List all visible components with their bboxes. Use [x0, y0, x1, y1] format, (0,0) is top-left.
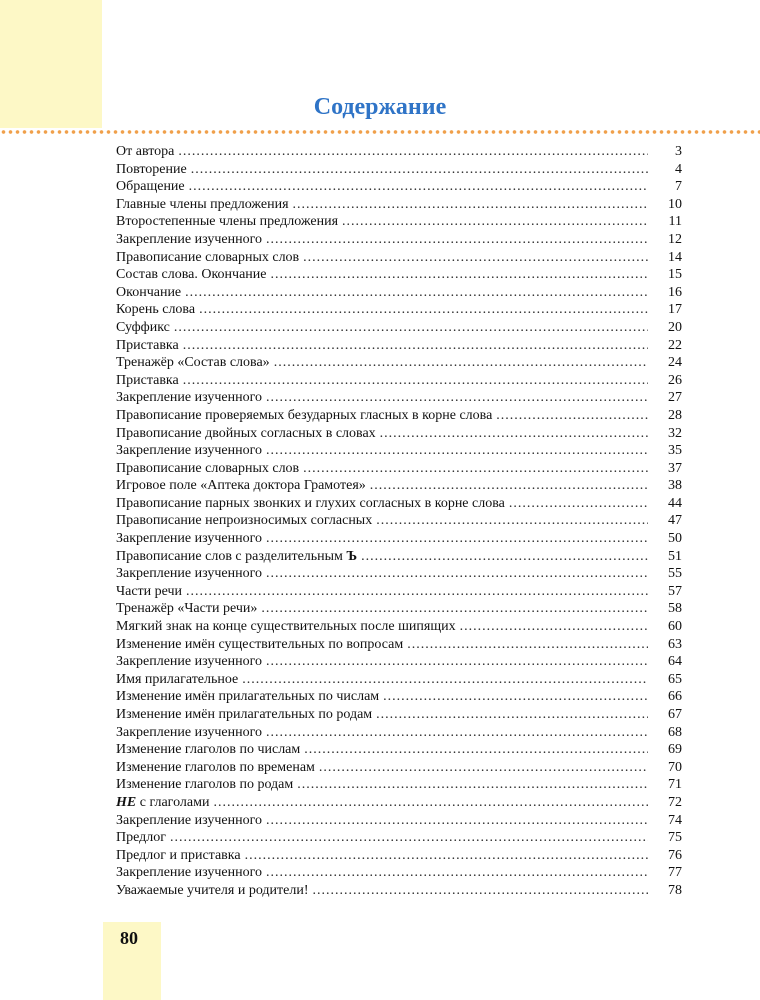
toc-entry-page: 65 [668, 671, 682, 687]
toc-entry-page: 51 [668, 548, 682, 564]
toc-entry-title: Имя прилагательное [116, 671, 239, 687]
toc-entry-page: 75 [668, 830, 682, 846]
dot-leader [342, 213, 648, 231]
toc-entry[interactable] [116, 266, 682, 284]
toc-entry-page: 50 [668, 531, 682, 547]
dot-leader [376, 706, 648, 724]
dot-leader [496, 407, 648, 425]
dot-leader [266, 724, 648, 742]
toc-entry-title: Закрепление изученного [116, 812, 262, 828]
toc-entry[interactable] [116, 812, 682, 830]
toc-entry-title: Правописание словарных слов [116, 249, 300, 265]
toc-entry-page: 77 [668, 865, 682, 881]
toc-entry[interactable] [116, 161, 682, 179]
toc-entry[interactable] [116, 724, 682, 742]
toc-entry[interactable] [116, 495, 682, 513]
toc-entry-title: Уважаемые учителя и родители! [116, 882, 309, 898]
toc-entry-title: От автора [116, 144, 175, 159]
dot-leader [174, 319, 648, 337]
toc-entry[interactable] [116, 829, 682, 847]
toc-entry[interactable] [116, 301, 682, 319]
toc-entry-page: 69 [668, 742, 682, 758]
dot-leader [213, 794, 648, 812]
toc-entry-page: 57 [668, 583, 682, 599]
toc-entry-page: 44 [668, 495, 682, 511]
toc-entry-page: 55 [668, 566, 682, 582]
toc-entry-title: Правописание словарных слов [116, 460, 300, 476]
dot-leader [303, 460, 648, 478]
toc-entry-title: Второстепенные члены предложения [116, 214, 339, 230]
dot-leader [183, 372, 648, 390]
toc-entry[interactable] [116, 337, 682, 355]
toc-entry-title: Закрепление изученного [116, 566, 262, 582]
toc-entry-page: 10 [668, 196, 682, 212]
toc-entry-page: 20 [668, 319, 682, 335]
dot-leader [266, 812, 648, 830]
toc-entry-title: Изменение глаголов по временам [116, 759, 315, 775]
dot-leader [199, 301, 648, 319]
toc-entry[interactable] [116, 636, 682, 654]
toc-entry-page: 58 [668, 601, 682, 617]
toc-entry-page: 26 [668, 372, 682, 388]
toc-entry-title: Изменение имён прилагательных по числам [116, 689, 380, 705]
toc-entry-title: Изменение имён прилагательных по родам [116, 707, 373, 722]
toc-entry-title: Корень слова [116, 302, 196, 318]
toc-entry[interactable] [116, 847, 682, 865]
dot-leader [380, 425, 648, 443]
toc-entry-title: Обращение [116, 179, 185, 195]
toc-entry-title: Приставка [116, 372, 179, 388]
toc-entry-page: 71 [668, 777, 682, 793]
dot-leader [460, 618, 648, 636]
table-of-contents [116, 143, 682, 900]
toc-entry[interactable] [116, 460, 682, 478]
toc-entry[interactable] [116, 354, 682, 372]
toc-entry-title: Закрепление изученного [116, 231, 262, 247]
toc-entry[interactable] [116, 284, 682, 302]
toc-entry-title: Правописание проверяемых безударных гласных в корне слова [116, 407, 493, 423]
toc-entry[interactable] [116, 249, 682, 267]
toc-entry-title: Суффикс [116, 319, 170, 335]
toc-entry-page: 60 [668, 619, 682, 635]
dot-leader [266, 565, 648, 583]
toc-entry[interactable] [116, 231, 682, 249]
toc-entry[interactable] [116, 548, 682, 566]
toc-entry-page: 74 [668, 812, 682, 828]
toc-entry[interactable] [116, 319, 682, 337]
dot-leader [509, 495, 648, 513]
toc-entry-title: Закрепление изученного [116, 654, 262, 670]
toc-entry[interactable] [116, 512, 682, 530]
toc-entry-title: Приставка [116, 337, 179, 353]
toc-entry[interactable] [116, 530, 682, 548]
toc-entry-page: 28 [668, 407, 682, 423]
dot-leader [361, 548, 648, 566]
toc-entry-title: Окончание [116, 284, 182, 300]
toc-entry-page: 67 [668, 707, 682, 722]
toc-entry[interactable] [116, 372, 682, 390]
toc-entry-page: 72 [668, 794, 682, 810]
toc-entry-page: 7 [675, 179, 682, 195]
dot-leader [271, 266, 649, 284]
toc-entry-title: Тренажёр «Части речи» [116, 601, 258, 617]
dot-leader [266, 231, 648, 249]
toc-entry-title: Изменение глаголов по родам [116, 777, 294, 793]
toc-entry-title: Закрепление изученного [116, 390, 262, 406]
dot-leader [245, 847, 648, 865]
toc-entry[interactable] [116, 389, 682, 407]
toc-entry-title: Закрепление изученного [116, 443, 262, 459]
dot-leader [370, 477, 648, 495]
dot-leader [293, 196, 648, 214]
dot-leader [376, 512, 648, 530]
toc-entry-title: Изменение глаголов по числам [116, 742, 301, 758]
toc-entry[interactable] [116, 477, 682, 495]
dot-leader [191, 161, 648, 179]
toc-entry-title: Предлог и приставка [116, 847, 241, 863]
toc-entry-page: 15 [668, 267, 682, 283]
toc-entry-page: 76 [668, 847, 682, 863]
toc-entry-page: 22 [668, 337, 682, 353]
dot-leader [189, 178, 648, 196]
dot-leader [319, 759, 648, 777]
toc-entry-title: Закрепление изученного [116, 531, 262, 547]
toc-entry[interactable] [116, 794, 682, 812]
toc-entry-title: Части речи [116, 583, 183, 599]
dot-leader [407, 636, 648, 654]
toc-entry[interactable] [116, 741, 682, 759]
toc-entry[interactable] [116, 178, 682, 196]
page-title: Содержание [313, 94, 447, 120]
dot-leader [266, 442, 648, 460]
toc-entry-title: Мягкий знак на конце существительных после шипящих [116, 619, 456, 635]
dot-leader [266, 653, 648, 671]
toc-entry[interactable] [116, 688, 682, 706]
toc-entry-title: Закрепление изученного [116, 724, 262, 740]
toc-entry-page: 3 [675, 144, 682, 159]
dot-leader [170, 829, 648, 847]
toc-entry-title: Игровое поле «Аптека доктора Грамотея» [116, 478, 366, 494]
toc-entry-title: Предлог [116, 830, 166, 846]
dot-leader [183, 337, 648, 355]
dot-leader [266, 389, 648, 407]
toc-entry-page: 66 [668, 689, 682, 705]
dot-leader [186, 583, 648, 601]
toc-entry-page: 35 [668, 443, 682, 459]
toc-entry-title: Изменение имён существительных по вопросам [116, 636, 404, 652]
toc-entry[interactable] [116, 196, 682, 214]
dot-leader [274, 354, 648, 372]
toc-entry-page: 47 [668, 513, 682, 529]
toc-entry[interactable] [116, 600, 682, 618]
toc-entry[interactable] [116, 442, 682, 460]
toc-entry-page: 63 [668, 636, 682, 652]
toc-entry-page: 68 [668, 724, 682, 740]
toc-entry[interactable] [116, 425, 682, 443]
toc-entry-title: Правописание парных звонких и глухих согласных в корне слова [116, 495, 505, 511]
toc-entry-title: Тренажёр «Состав слова» [116, 355, 270, 371]
toc-entry-page: 24 [668, 355, 682, 371]
toc-entry-page: 11 [668, 214, 682, 230]
toc-entry-page: 4 [675, 161, 682, 177]
dot-leader [297, 776, 648, 794]
toc-entry-title: Правописание двойных согласных в словах [116, 425, 376, 441]
toc-entry[interactable] [116, 653, 682, 671]
dot-leader [304, 741, 648, 759]
toc-entry-page: 32 [668, 425, 682, 441]
toc-entry-title: Правописание непроизносимых согласных [116, 513, 373, 529]
toc-entry[interactable] [116, 407, 682, 425]
toc-entry-page: 17 [668, 302, 682, 318]
dot-leader [261, 600, 648, 618]
dot-leader [313, 882, 648, 900]
dot-leader [266, 530, 648, 548]
toc-entry[interactable] [116, 759, 682, 777]
dot-leader [303, 249, 648, 267]
toc-entry-page: 70 [668, 759, 682, 775]
toc-entry-page: 64 [668, 654, 682, 670]
toc-entry-page: 16 [668, 284, 682, 300]
dot-leader [266, 864, 648, 882]
toc-entry-page: 27 [668, 390, 682, 406]
toc-entry[interactable] [116, 565, 682, 583]
toc-entry-title: Закрепление изученного [116, 865, 262, 881]
page-number: 80 [120, 928, 138, 948]
toc-entry-title: Состав слова. Окончание [116, 267, 267, 283]
toc-entry[interactable] [116, 776, 682, 794]
toc-entry[interactable] [116, 618, 682, 636]
toc-entry[interactable] [116, 213, 682, 231]
toc-entry[interactable] [116, 864, 682, 882]
toc-entry-title: Правописание слов с разделительным Ъ [116, 548, 358, 564]
dot-leader [185, 284, 648, 302]
toc-entry-title: Главные члены предложения [116, 196, 289, 212]
toc-entry[interactable] [116, 583, 682, 601]
toc-entry-page: 38 [668, 478, 682, 494]
toc-entry-page: 78 [668, 882, 682, 898]
toc-entry-page: 14 [668, 249, 682, 265]
toc-entry[interactable] [116, 671, 682, 689]
dotted-divider [0, 129, 760, 135]
dot-leader [242, 671, 648, 689]
toc-entry-page: 37 [668, 460, 682, 476]
dot-leader [178, 143, 648, 161]
toc-entry-page: 12 [668, 231, 682, 247]
toc-entry[interactable] [116, 882, 682, 900]
toc-entry[interactable] [116, 706, 682, 724]
dot-leader [383, 688, 648, 706]
toc-entry-title: НЕ с глаголами [116, 794, 210, 810]
toc-entry-title: Повторение [116, 161, 187, 177]
toc-entry[interactable] [116, 143, 682, 161]
